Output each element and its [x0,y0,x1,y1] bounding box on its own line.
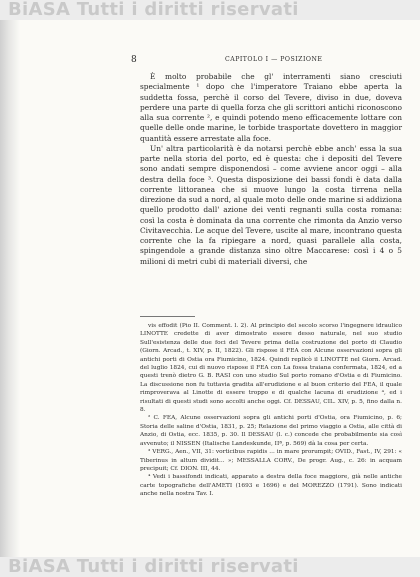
running-title: CAPITOLO I — POSIZIONE [225,56,323,63]
watermark-text-top: BiASA Tutti i diritti riservati [8,0,299,20]
footnotes [140,322,402,499]
page-header [131,55,400,67]
footnote: ² C. FEA, Alcune osservazioni sopra gli antichi porti d'Ostia, ora Fiumicino, p. 6; Storia delle saline d'Ostia, 1831, p. 25; Relazione del primo viaggio a Ostia, alle città di Anzio, di Ostia, ecc. 1835, p. 30. Il DESSAU (l. c.) concede che probabilmente sia così avvenuto; il NISSEN (Italische Landeskunde, IIª, p. 569) dà la cosa per certa. [140,415,402,447]
page-number: 8 [131,55,137,65]
footnote: vis effodit (Pio II. Comment. l. 2). Al principio del secolo scorso l'ingegnere idraulico LINOTTE credette di aver dimostrato essere desso naturale, nel suo studio Sull'esistenza delle due foci del Tevere prima della costruzione del porto di Claudio (Giorn. Arcad., t. XIV, p. II, 1822). Gli rispose il FEA con Alcune osservazioni sopra gli antichi porti di Ostia ora Fiumicino, 1824. Quindi replicò il LINOTTE nel Giorn. Arcad. del luglio 1824, cui di nuovo rispose il FEA con La fossa traiana confermata, 1824, ed a questi trenò dietro G. B. RASI con uno studio Sul porto romano d'Ostia e di Fiumicino. La discussione non fu tuttavia gradita all'erudizione e al buon criterio del FEA, il quale rimproverava al Linotte di essere troppo e di qualche lacuna di erudizione ⁴, ed i risultati di questi studi sono accolti anche oggi. Cf. DESSAU, CIL. XIV, p. 5, fino dalla n. 8. [140,323,402,414]
watermark-banner-top [0,0,420,20]
footnote: ³ VERG., Aen., VII, 31: vorticibus rapidis ... in mare prorumpit; OVID., Fast., IV, 291: « Tiberinus in altum dividit... »; MESSALLA CORV., De progr. Aug., c. 26: in acquam precipuit; Cf. DION. III, 44. [140,449,402,472]
body-text [140,72,402,267]
binding-shadow [0,0,20,577]
body-paragraph: È molto probabile che gl' interramenti siano cresciuti specialmente ¹ dopo che l'imperatore Traiano ebbe aperta la suddetta fossa, perchè il corso del Tevere, diviso in due, doveva perdere una parte di quella forza che gli scrittori antichi riconoscono alla sua corrente ², e quindi potendo meno efficacemente lottare con quelle delle onde marine, le torbide trasportate dovettero in maggior quantità essere arrestate alla foce. [140,72,402,143]
footnote-rule [140,316,195,317]
body-paragraph: Un' altra particolarità è da notarsi perchè ebbe anch' essa la sua parte nella storia del porto, ed è questa: che i depositi del Tevere sono andati sempre disponendosi – come avviene ancor oggi – alla destra della foce ³. Questa disposizione dei bassi fondi è data dalla corrente littoranea che si muove lungo la costa tirrena nella direzione da sud a nord, al quale moto delle onde marine si addiziona quello prodotto dall' azione dei venti regnanti sulla costa romana: così la costa è dominata da una corrente che rimonta da Anzio verso Civitavecchia. Le acque del Tevere, uscite al mare, incontrano questa corrente che la fa ripiegare a nord, quasi parallele alla costa, spingendole a grande distanza sino oltre Maccarese: così i 4 o 5 milioni di metri cubi di materiali diversi, che [140,143,402,266]
footnote: ⁴ Vedi i bassifondi indicati, apparato a destra della foce maggiore, già nelle antiche carte topografiche dell'AMETI (1693 e 1696) e del MOREZZO (1791). Sono indicati anche nella nostra Tav. I. [140,474,402,498]
watermark-banner-bottom [0,557,420,577]
watermark-text-bottom: BiASA Tutti i diritti riservati [8,557,299,577]
